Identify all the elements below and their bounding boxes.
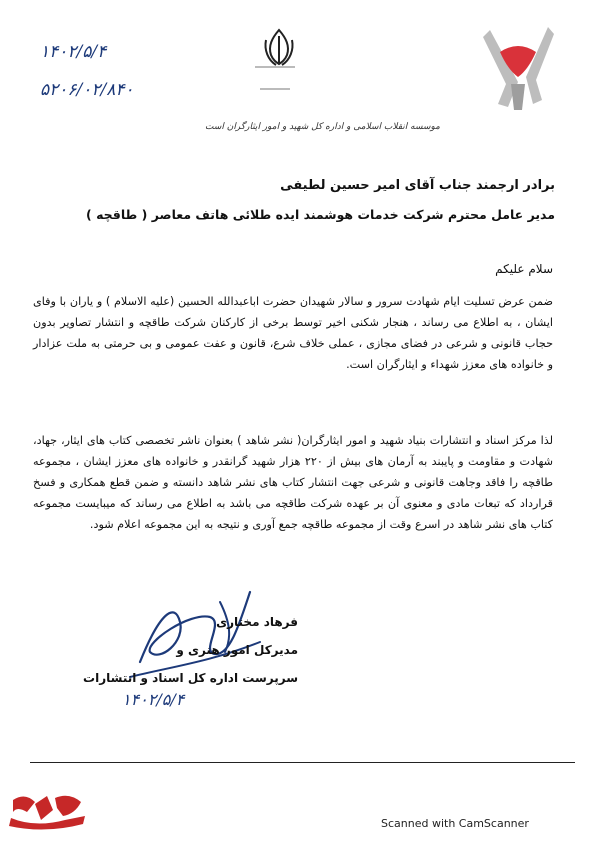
signatory-name: فرهاد مختاری	[216, 615, 298, 629]
letter-department: موسسه انقلاب اسلامی و اداره کل شهید و امور ایثارگران است	[205, 122, 440, 132]
signatory-title: سرپرست اداره کل اسناد و انتشارات	[83, 671, 298, 685]
watermark-logo-icon	[5, 790, 90, 830]
national-emblem-icon	[262, 28, 296, 68]
header-small-line	[230, 64, 320, 70]
signatory-title: مدیرکل امور هنری و	[176, 643, 298, 657]
letter-number: ۵۲۰۶/۰۲/۸۴۰	[40, 80, 134, 100]
greeting: سلام علیکم	[495, 262, 553, 276]
organization-logo-icon	[478, 22, 558, 117]
recipient-title: مدیر عامل محترم شرکت خدمات هوشمند ایده طلائی هاتف معاصر ( طاقچه )	[86, 207, 555, 222]
recipient-name: برادر ارجمند جناب آقای امیر حسین لطیفی	[280, 178, 555, 193]
body-paragraph: ضمن عرض تسلیت ایام شهادت سرور و سالار شهیدان حضرت اباعبدالله الحسین (علیه الاسلام ) و یاران با وفای ایشان ، به اطلاع می رساند ، هنجار شکنی اخیر توسط برخی از کارکنان شرکت طاقچه و انتشار تصاویر بدون حجاب قانونی و شرعی در فضای مجازی ، عملی خلاف شرع، قانون و عفت عمومی و بی حرمتی به ملت عزادار و خانواده های معزز شهداء و ایثارگران است.	[33, 295, 553, 371]
body-paragraph: لذا مرکز اسناد و انتشارات بنیاد شهید و امور ایثارگران( نشر شاهد ) بعنوان ناشر تخصصی کتاب های ایثار، جهاد، شهادت و مقاومت و پایبند به آرمان های بیش از ۲۲۰ هزار شهید گرانقدر و خانواده های معزز ایشان ، مجموعه طاقچه را فاقد وجاهت قانونی و شرعی جهت انتشار کتاب های نشر شاهد دانسته و ضمن قطع همکاری و فسخ قرارداد که تبعات مادی و معنوی آن بر عهده شرکت طاقچه می باشد به اطلاع می رساند که میبایست مجموعه کتاب های نشر شاهد در اسرع وقت از مجموعه طاقچه جمع آوری و نتیجه به این مجموعه اعلام شود.	[33, 434, 553, 531]
scan-note: Scanned with CamScanner	[381, 817, 529, 830]
signature-date: ۱۴۰۲/۵/۴	[122, 690, 185, 709]
letter-date: ۱۴۰۲/۵/۴	[40, 42, 107, 62]
header-small-line	[230, 86, 320, 92]
footer-divider	[30, 762, 575, 763]
